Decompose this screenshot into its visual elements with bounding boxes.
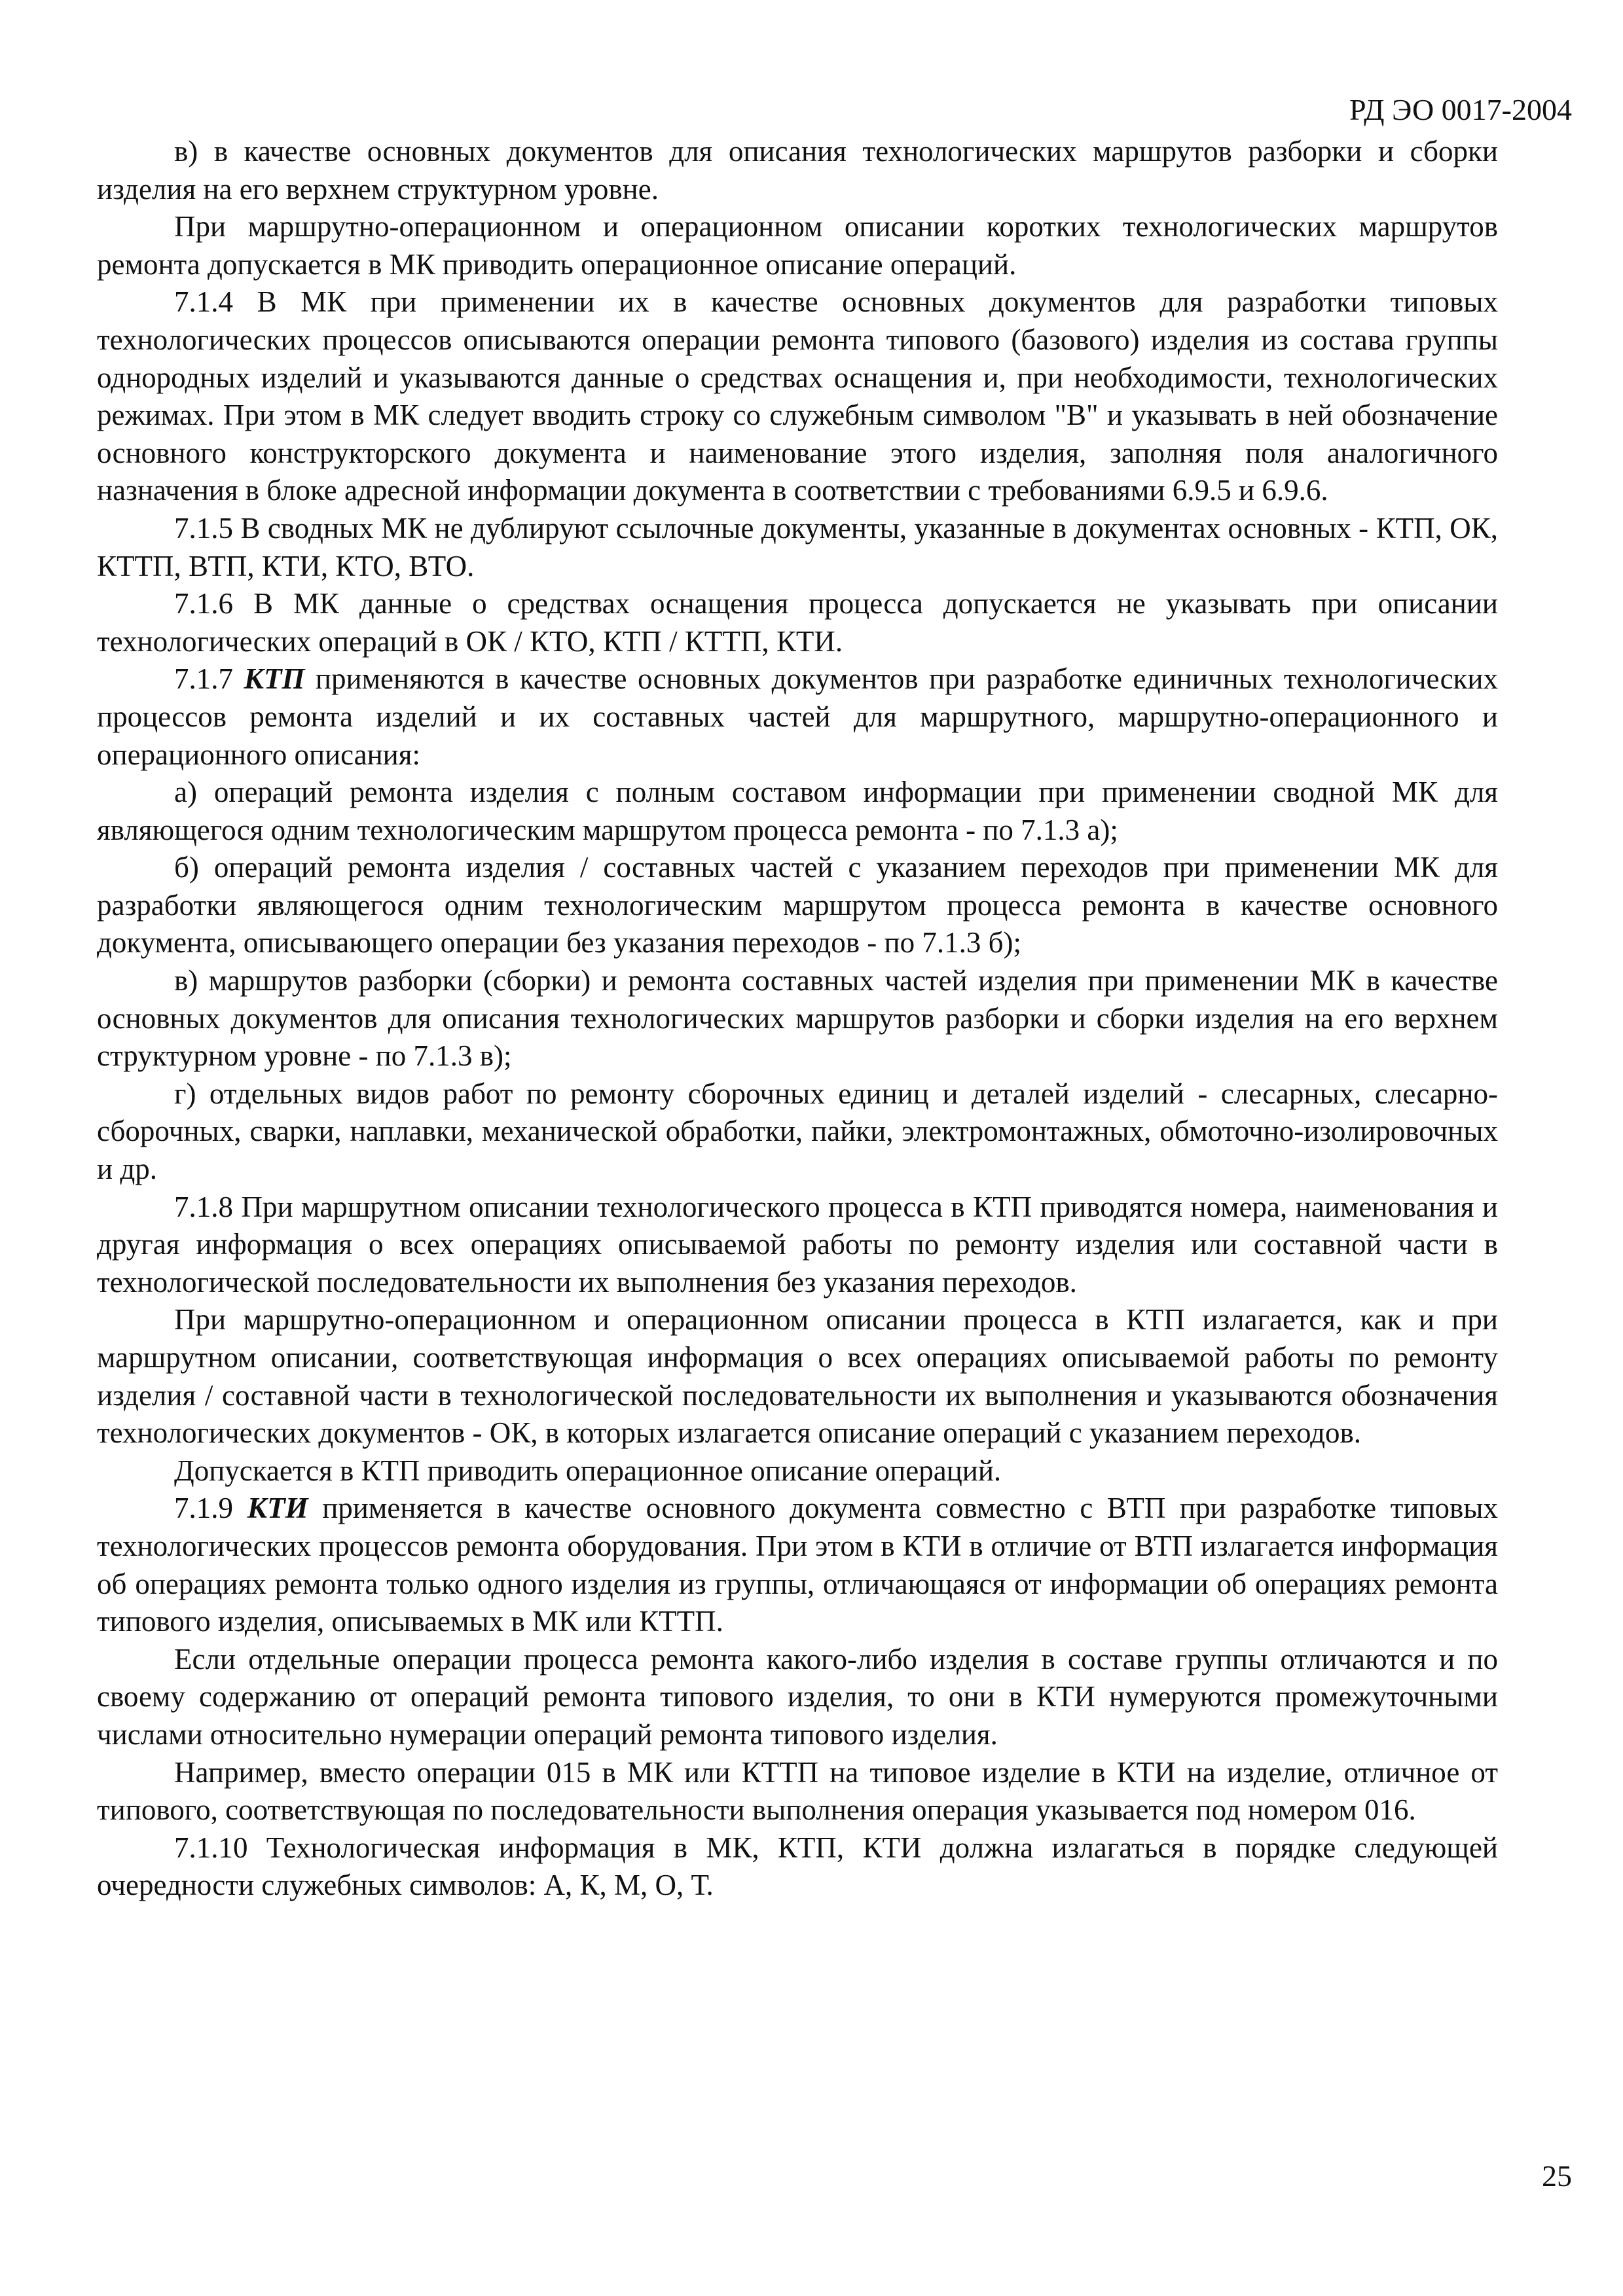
paragraph: в) маршрутов разборки (сборки) и ремонта составных частей изделия при применении МК в качестве основных документов для описания технологических маршрутов разборки и сборки изделия на его верхнем структурном уровне - по 7.1.3 в); [97, 964, 1498, 1073]
paragraph: 7.1.7 КТП применяются в качестве основных документов при разработке единичных технологических процессов ремонта изделий и их составных частей для маршрутного, маршрутно-операционного и операционного описания: [97, 662, 1499, 771]
paragraph: б) операций ремонта изделия / составных частей с указанием переходов при применении МК для разработки являющегося одним технологическим маршрутом процесса ремонта в качестве основного документа, описывающего операции без указания переходов - по 7.1.3 б); [97, 851, 1498, 960]
paragraph: 7.1.6 В МК данные о средствах оснащения процесса допускается не указывать при описании технологических операций в ОК / КТО, КТП / КТТП, КТИ. [97, 587, 1498, 658]
paragraph: в) в качестве основных документов для описания технологических маршрутов разборки и сборки изделия на его верхнем структурном уровне. [97, 135, 1498, 206]
paragraph: 7.1.8 При маршрутном описании технологического процесса в КТП приводятся номера, наименования и другая информация о всех операциях описываемой работы по ремонту изделия или составной части в технологической последовательности их выполнения без указания переходов. [97, 1190, 1498, 1299]
page-number: 25 [1542, 2159, 1572, 2193]
paragraph: г) отдельных видов работ по ремонту сборочных единиц и деталей изделий - слесарных, слесарно-сборочных, сварки, наплавки, механической обработки, пайки, электромонтажных, обмоточно-изолировочных и др. [97, 1077, 1498, 1186]
paragraph: Допускается в КТП приводить операционное описание операций. [174, 1454, 1002, 1487]
paragraph: 7.1.4 В МК при применении их в качестве основных документов для разработки типовых технологических процессов описываются операции ремонта типового (базового) изделия из состава группы однородных изделий и указываются данные о средствах оснащения и, при необходимости, технологических режимах. При этом в МК следует вводить строку со служебным символом "В" и указывать в ней обозначение основного конструкторского документа и наименование этого изделия, заполняя поля аналогичного назначения в блоке адресной информации документа в соответствии с требованиями 6.9.5 и 6.9.6. [97, 285, 1498, 507]
paragraph: Например, вместо операции 015 в МК или КТТП на типовое изделие в КТИ на изделие, отличное от типового, соответствующая по последовательности выполнения операция указывается под номером 016. [97, 1755, 1498, 1827]
document-body [97, 133, 1498, 1905]
paragraph: 7.1.9 КТИ применяется в качестве основного документа совместно с ВТП при разработке типовых технологических процессов ремонта оборудования. При этом в КТИ в отличие от ВТП излагается информация об операциях ремонта только одного изделия из группы, отличающаяся от информации об операциях ремонта типового изделия, описываемых в МК или КТТП. [97, 1492, 1498, 1638]
paragraph: При маршрутно-операционном и операционном описании процесса в КТП излагается, как и при маршрутном описании, соответствующая информация о всех операциях описываемой работы по ремонту изделия / составной части в технологической последовательности их выполнения и указываются обозначения технологических документов - ОК, в которых излагается описание операций с указанием переходов. [97, 1303, 1498, 1450]
paragraph: а) операций ремонта изделия с полным составом информации при применении сводной МК для являющегося одним технологическим маршрутом процесса ремонта - по 7.1.3 а); [97, 776, 1498, 846]
paragraph: Если отдельные операции процесса ремонта какого-либо изделия в составе группы отличаются и по своему содержанию от операций ремонта типового изделия, то они в КТИ нумеруются промежуточными числами относительно нумерации операций ремонта типового изделия. [97, 1642, 1498, 1751]
document-code: РД ЭО 0017-2004 [1349, 93, 1572, 126]
paragraph: 7.1.5 В сводных МК не дублируют ссылочные документы, указанные в документах основных - КТП, ОК, КТТП, ВТП, КТИ, КТО, ВТО. [97, 511, 1498, 583]
paragraph: 7.1.10 Технологическая информация в МК, КТП, КТИ должна излагаться в порядке следующей очередности служебных символов: А, К, М, О, Т. [97, 1831, 1498, 1902]
term-ktp: КТП [244, 662, 305, 696]
paragraph: При маршрутно-операционном и операционном описании коротких технологических маршрутов ремонта допускается в МК приводить операционное описание операций. [97, 210, 1498, 281]
term-kti: КТИ [247, 1492, 308, 1525]
